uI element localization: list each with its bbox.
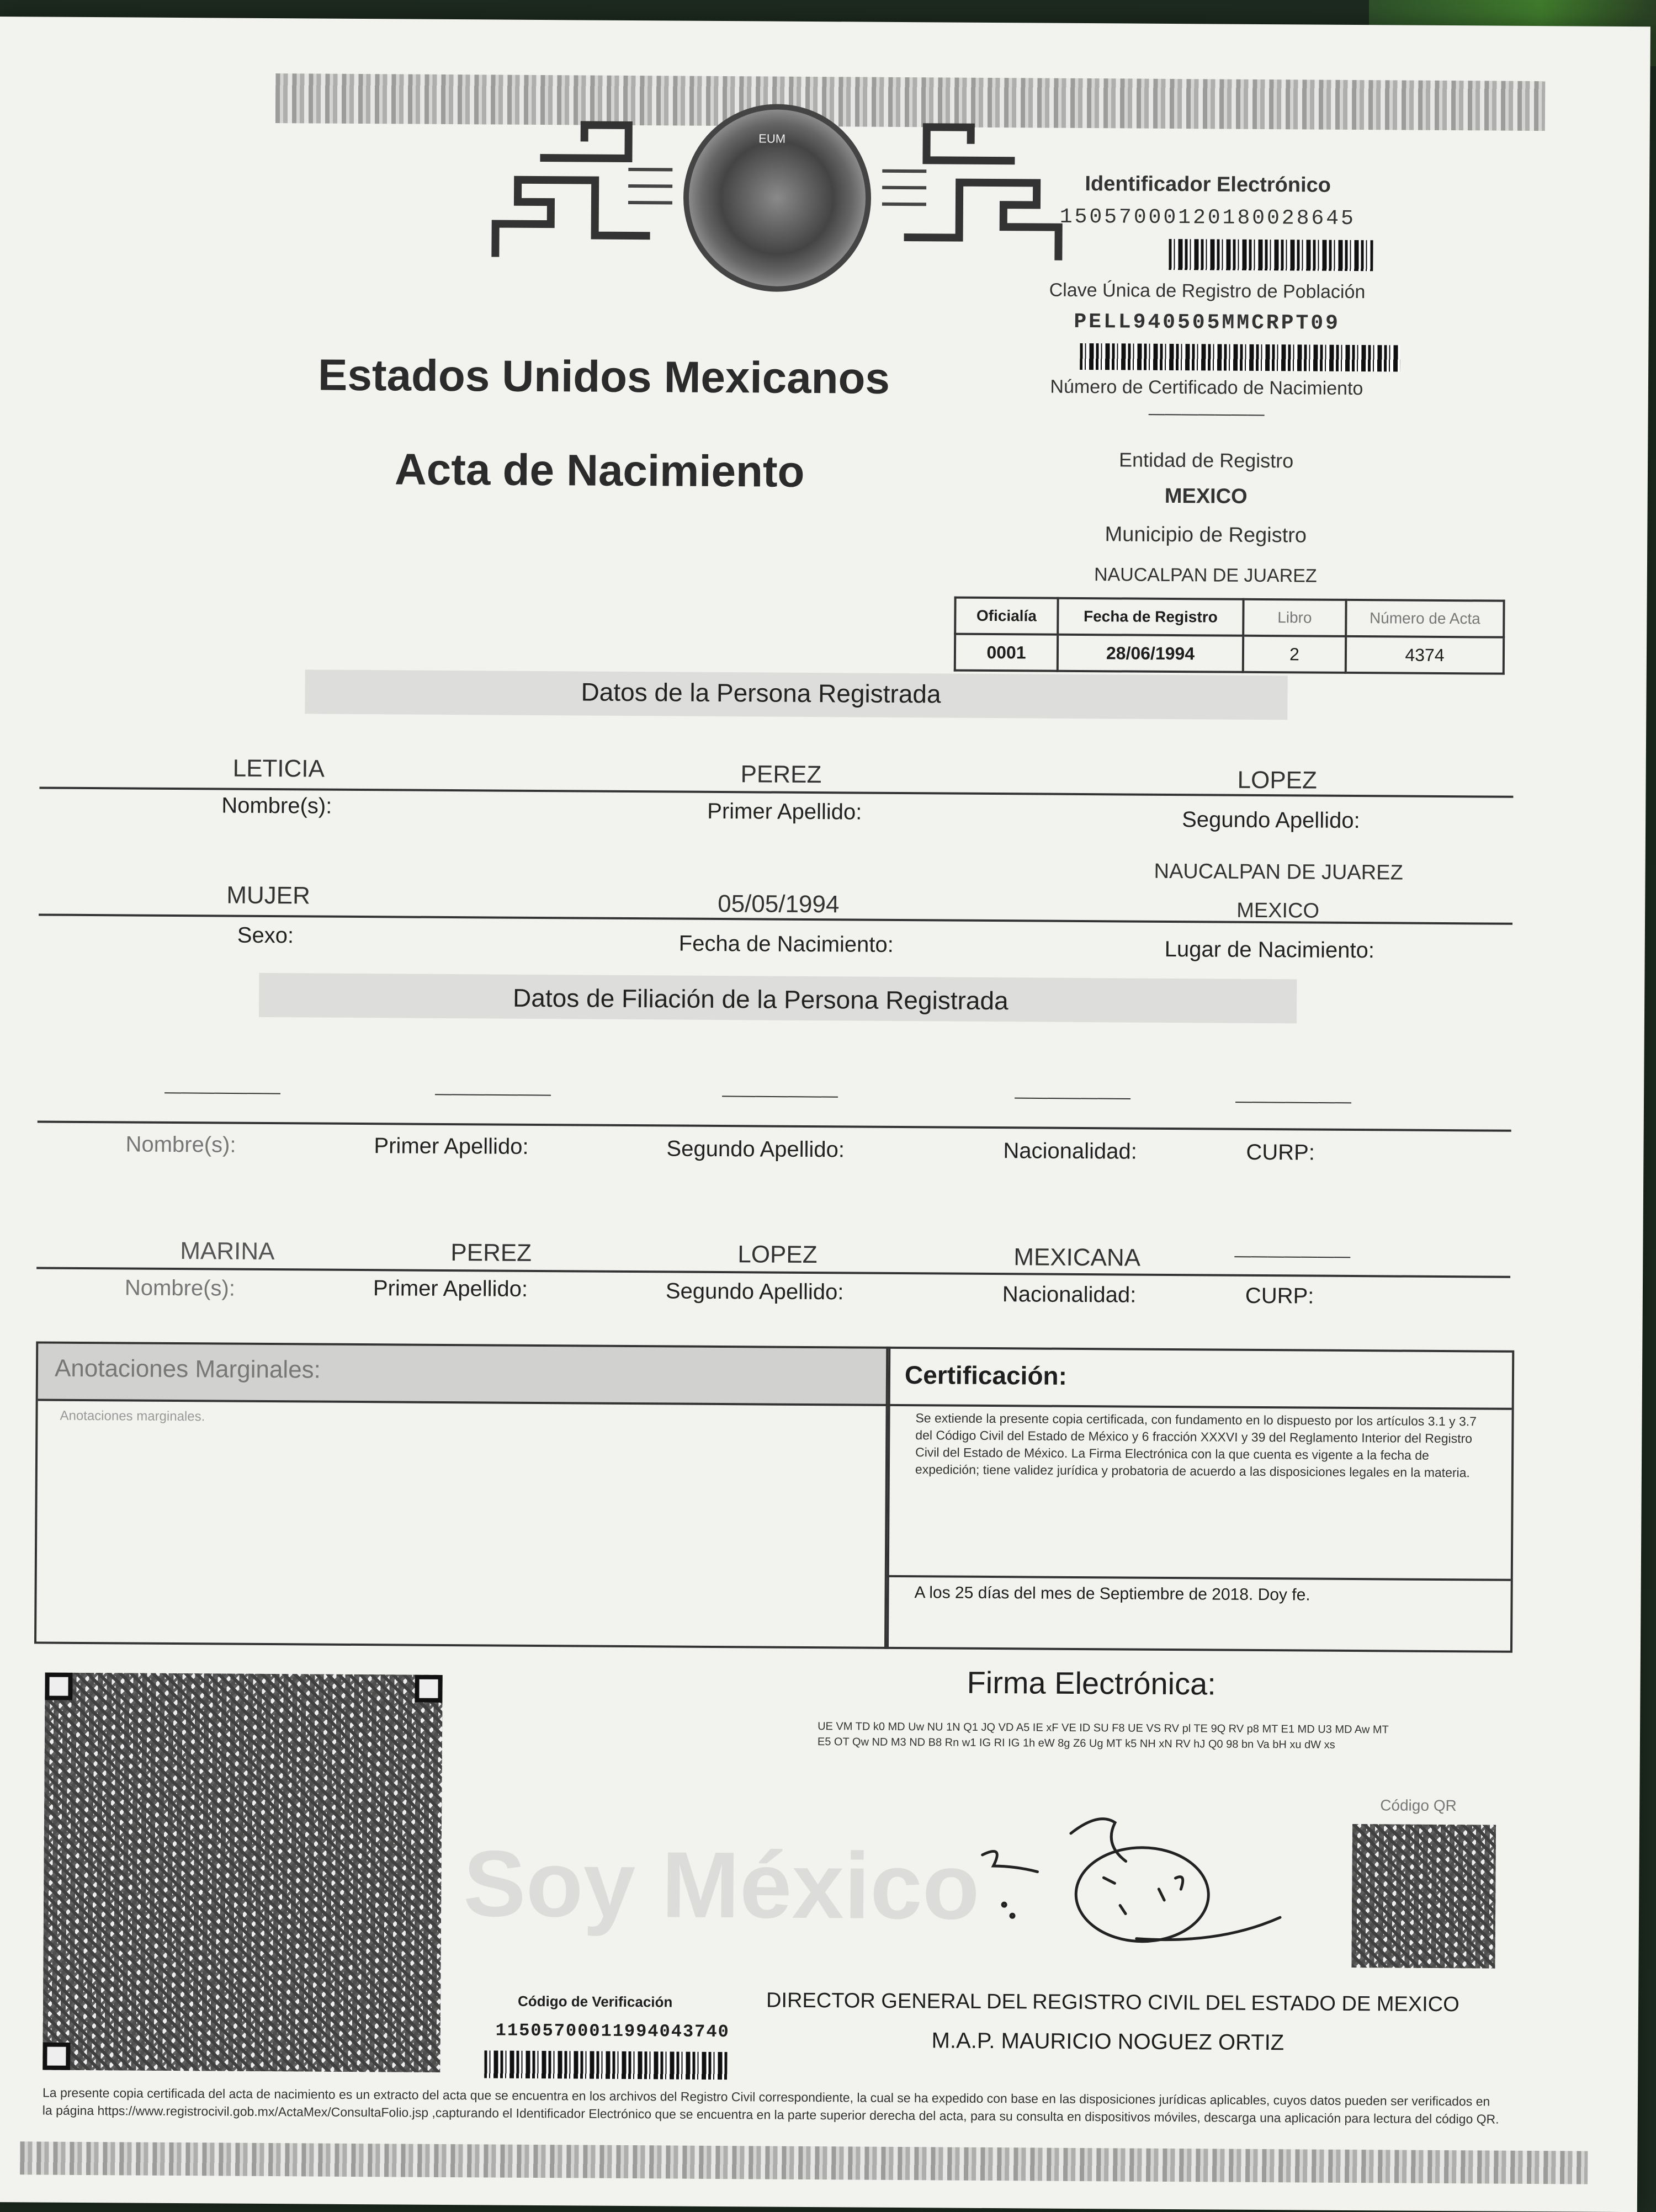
person-fecha-nacimiento-label: Fecha de Nacimiento: xyxy=(679,932,894,958)
parent2-curp-label: CURP: xyxy=(1245,1284,1314,1309)
birth-certificate-page xyxy=(0,17,1650,2212)
anotaciones-text: Anotaciones marginales. xyxy=(60,1407,205,1426)
parent2-nacionalidad: MEXICANA xyxy=(1013,1243,1140,1272)
parent2-nacionalidad-label: Nacionalidad: xyxy=(1002,1282,1137,1307)
parent1-nacionalidad: ——————— xyxy=(1015,1088,1130,1107)
qr-finder-top-right xyxy=(415,1675,442,1703)
certificacion-body: Se extiende la presente copia certificada, con fundamento en lo dispuesto por los artículos 3.1 y 3.7 del Código Civil del Estado de México y 6 fracción XXXVI y 39 del Reglamento Interior del Registro Civil del Estado de México. La Firma Electrónica con la que cuenta es vigente a la fecha de expedición; tiene validez jurídica y probatoria de acuerdo a las disposiciones legales en la materia. xyxy=(915,1410,1490,1481)
parent2-segundo-apellido-label: Segundo Apellido: xyxy=(666,1279,844,1305)
person-sexo-label: Sexo: xyxy=(237,923,294,949)
registry-fecha: 28/06/1994 xyxy=(1058,635,1243,672)
person-lugar-nacimiento-1: NAUCALPAN DE JUAREZ xyxy=(1154,860,1403,885)
parent1-primer-apellido: ——————— xyxy=(435,1084,551,1104)
parent2-curp: ——————— xyxy=(1234,1247,1350,1266)
person-sexo: MUJER xyxy=(226,882,310,910)
electronic-id-label: Identificador Electrónico xyxy=(959,172,1456,198)
curp-value: PELL940505MMCRPT09 xyxy=(959,310,1456,336)
person-nombre-label: Nombre(s): xyxy=(221,793,332,818)
firma-qr-label: Código QR xyxy=(1380,1796,1457,1815)
soy-mexico-watermark: Soy México xyxy=(463,1830,980,1941)
curp-barcode xyxy=(1080,343,1400,372)
firma-qr-code xyxy=(1351,1824,1496,1969)
person-nombre: LETICIA xyxy=(233,755,325,783)
municipio-label: Municipio de Registro xyxy=(957,522,1454,549)
curp-label: Clave Única de Registro de Población xyxy=(959,279,1456,304)
entidad-label: Entidad de Registro xyxy=(958,448,1455,474)
qr-finder-top-left xyxy=(45,1673,72,1700)
parent2-nombre-label: Nombre(s): xyxy=(125,1275,235,1301)
parent1-nombre-label: Nombre(s): xyxy=(125,1132,236,1157)
parent1-line xyxy=(38,1120,1511,1131)
document-title: Acta de Nacimiento xyxy=(395,444,805,497)
person-lugar-nacimiento-label: Lugar de Nacimiento: xyxy=(1165,937,1374,963)
director-title: DIRECTOR GENERAL DEL REGISTRO CIVIL DEL ESTADO DE MEXICO xyxy=(766,1989,1459,2017)
seal-lettering: EUM xyxy=(717,131,827,146)
parent1-segundo-apellido-label: Segundo Apellido: xyxy=(666,1136,845,1162)
certificacion-box xyxy=(884,1347,1514,1653)
bottom-decorative-band xyxy=(20,2141,1588,2184)
firma-hash: UE VM TD k0 MD Uw NU 1N Q1 JQ VD A5 IE xF VE ID SU F8 UE VS RV pl TE 9Q RV p8 MT E1 MD U3 MD Aw MT E5 OT Qw ND M3 ND B8 Rn w1 IG RI IG 1h eW 8g Z6 Ug MT k5 NH xN RV hJ Q0 98 bn Va bH xu dW xs xyxy=(818,1719,1403,1753)
verification-qr-code xyxy=(43,1673,442,2072)
registry-header-numero-acta: Número de Acta xyxy=(1346,600,1504,637)
verificacion-label: Código de Verificación xyxy=(518,1993,672,2011)
firma-title: Firma Electrónica: xyxy=(967,1665,1216,1702)
qr-finder-bottom-left xyxy=(43,2043,70,2070)
verificacion-value: 11505700011994043740 xyxy=(496,2020,730,2043)
certificacion-title: Certificación: xyxy=(905,1360,1067,1391)
certificacion-date-line: A los 25 días del mes de Septiembre de 2018. Doy fe. xyxy=(914,1583,1310,1604)
person-primer-apellido: PEREZ xyxy=(740,761,821,789)
director-signature xyxy=(970,1811,1303,1968)
parent1-curp: ——————— xyxy=(1235,1092,1351,1112)
registry-header-fecha: Fecha de Registro xyxy=(1058,598,1243,636)
person-section-title: Datos de la Persona Registrada xyxy=(581,677,941,709)
country-title: Estados Unidos Mexicanos xyxy=(318,350,890,404)
parent1-primer-apellido-label: Primer Apellido: xyxy=(374,1134,528,1160)
person-segundo-apellido: LOPEZ xyxy=(1237,767,1317,795)
person-primer-apellido-label: Primer Apellido: xyxy=(707,799,862,825)
parent2-primer-apellido-label: Primer Apellido: xyxy=(373,1276,528,1302)
registry-header-libro: Libro xyxy=(1243,599,1346,636)
anotaciones-box xyxy=(34,1341,890,1649)
electronic-id-value: 15057000120180028645 xyxy=(959,205,1456,231)
municipio-value: NAUCALPAN DE JUAREZ xyxy=(957,563,1454,588)
director-name: M.A.P. MAURICIO NOGUEZ ORTIZ xyxy=(931,2028,1284,2055)
verificacion-barcode xyxy=(484,2050,727,2080)
cert-number-label: Número de Certificado de Nacimiento xyxy=(958,376,1455,400)
parent1-nacionalidad-label: Nacionalidad: xyxy=(1003,1139,1137,1164)
filiacion-section-title: Datos de Filiación de la Persona Registrada xyxy=(513,983,1009,1015)
registry-oficialia: 0001 xyxy=(955,634,1058,671)
entidad-value: MEXICO xyxy=(958,483,1455,510)
parent2-segundo-apellido: LOPEZ xyxy=(737,1241,818,1269)
parent2-nombre: MARINA xyxy=(180,1237,274,1265)
person-segundo-apellido-label: Segundo Apellido: xyxy=(1182,807,1360,833)
registry-table xyxy=(954,597,1505,675)
anotaciones-title: Anotaciones Marginales: xyxy=(55,1355,321,1384)
parent1-curp-label: CURP: xyxy=(1246,1140,1315,1166)
registry-header-oficialia: Oficialía xyxy=(955,598,1058,635)
registry-numero-acta: 4374 xyxy=(1346,636,1504,674)
parent2-primer-apellido: PEREZ xyxy=(450,1239,532,1267)
person-lugar-nacimiento-2: MEXICO xyxy=(1236,899,1319,923)
parent1-segundo-apellido: ——————— xyxy=(722,1086,838,1105)
certificacion-divider xyxy=(887,1575,1511,1581)
person-fecha-nacimiento: 05/05/1994 xyxy=(718,890,840,918)
cert-number-value: ——————— xyxy=(958,403,1455,425)
footer-legal-text: La presente copia certificada del acta de nacimiento es un extracto del acta que se encuentra en los archivos del Registro Civil correspondiente, la cual se ha expedido con base en las disposiciones jurídicas aplicables, cuyos datos pueden ser verificados en la página https://www.registrocivil.gob.mx/ActaMex/ConsultaFolio.jsp ,capturando el Identificador Electrónico que se encuentra en la parte superior derecha del acta, para su consulta en dispositivos móviles, descarga una aplicación para lectura del código QR. xyxy=(43,2084,1500,2128)
registry-libro: 2 xyxy=(1243,636,1346,673)
electronic-id-barcode xyxy=(1169,239,1373,271)
parent1-nombre: ——————— xyxy=(164,1083,280,1102)
